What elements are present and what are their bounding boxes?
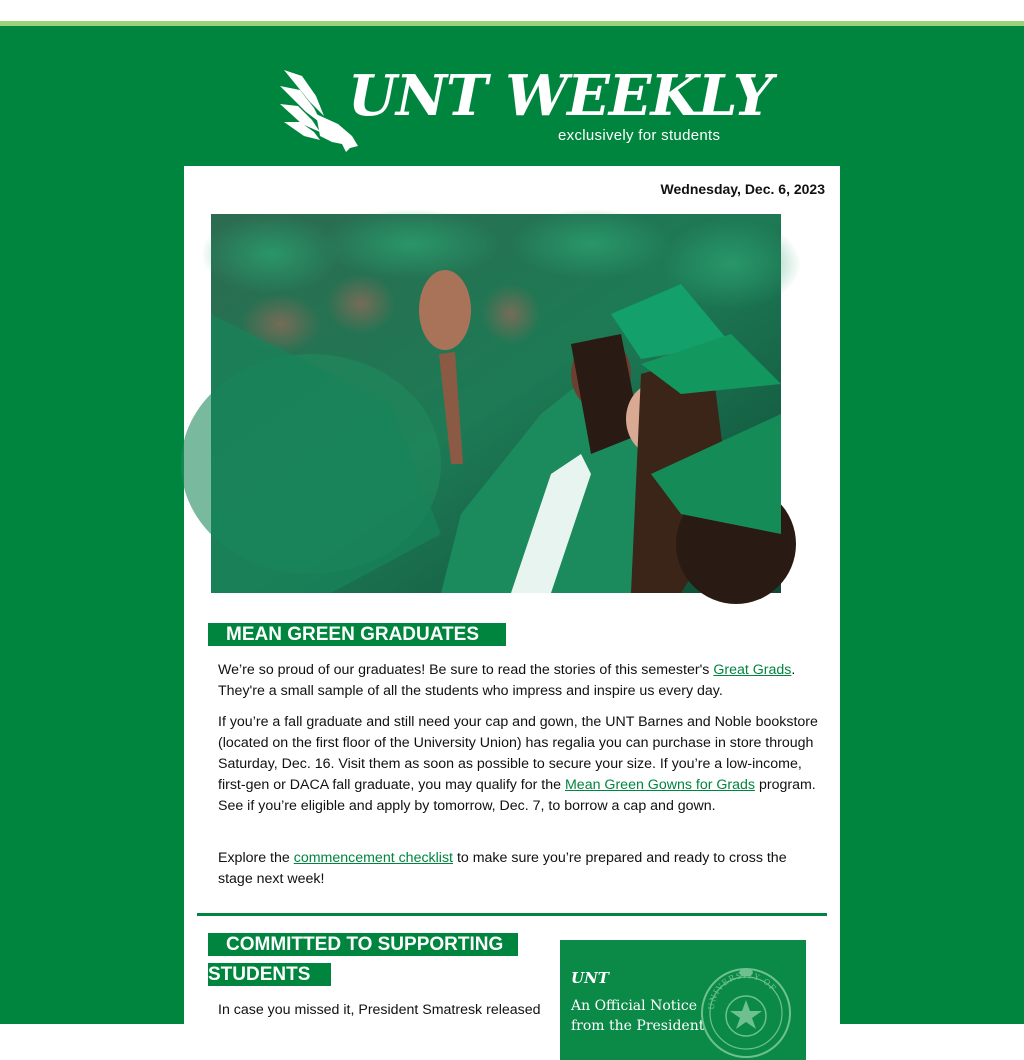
great-grads-link[interactable]: Great Grads: [713, 662, 792, 678]
mean-green-gowns-link[interactable]: Mean Green Gowns for Grads: [564, 777, 756, 793]
graduates-photo: [211, 214, 781, 593]
top-margin: [0, 0, 1024, 21]
notice-text-line2: from the President: [571, 1018, 705, 1034]
seal-text: UNIVERSITY OF: [706, 970, 779, 1011]
commencement-checklist-link[interactable]: commencement checklist: [293, 850, 453, 866]
section-divider: [197, 913, 827, 916]
paragraph-text: Explore the: [218, 850, 294, 866]
notice-text-line1: An Official Notice: [571, 998, 697, 1014]
section-heading-mean-green-graduates: MEAN GREEN GRADUATES: [208, 623, 506, 646]
paragraph-text: to make sure you’re prepared and ready to cross the stage next week!: [218, 850, 787, 887]
issue-date: Wednesday, Dec. 6, 2023: [660, 181, 825, 197]
paragraph-cap-and-gown: [218, 712, 818, 817]
section-heading-committed-line2: STUDENTS: [208, 963, 331, 986]
paragraph-great-grads: [218, 660, 818, 702]
masthead-subtitle: exclusively for students: [558, 127, 721, 144]
hero-image: [211, 214, 781, 593]
masthead-title: UNT WEEKLY: [348, 63, 772, 129]
university-seal-icon: [696, 958, 796, 1058]
section-heading-committed-line1: COMMITTED TO SUPPORTING: [208, 933, 518, 956]
newsletter-card: [184, 166, 840, 1034]
paragraph-president-message: In case you missed it, President Smatresk released: [218, 1002, 541, 1018]
unt-logo: UNT: [571, 969, 609, 987]
masthead: [280, 63, 772, 156]
paragraph-text: We’re so proud of our graduates! Be sure to read the stories of this semester's: [218, 662, 714, 678]
president-notice-image[interactable]: [560, 940, 806, 1060]
notice-text: [571, 996, 704, 1036]
paragraph-text: program. See if you’re eligible and apply by tomorrow, Dec. 7, to borrow a cap and gown.: [218, 777, 816, 814]
paragraph-text: If you’re a fall graduate and still need your cap and gown, the UNT Barnes and Noble bookstore (located on the first floor of the University Union) has regalia you can purchase in store through Saturday, Dec. 16. Visit them as soon as possible to secure your size. If you’re a low-income, first-gen or DACA fall graduate, you may qualify for the: [218, 714, 818, 793]
paragraph-text: . They're a small sample of all the students who impress and inspire us every day.: [218, 662, 796, 699]
svg-text:UNIVERSITY OF: [707, 971, 778, 1010]
paragraph-commencement-checklist: [218, 848, 818, 890]
